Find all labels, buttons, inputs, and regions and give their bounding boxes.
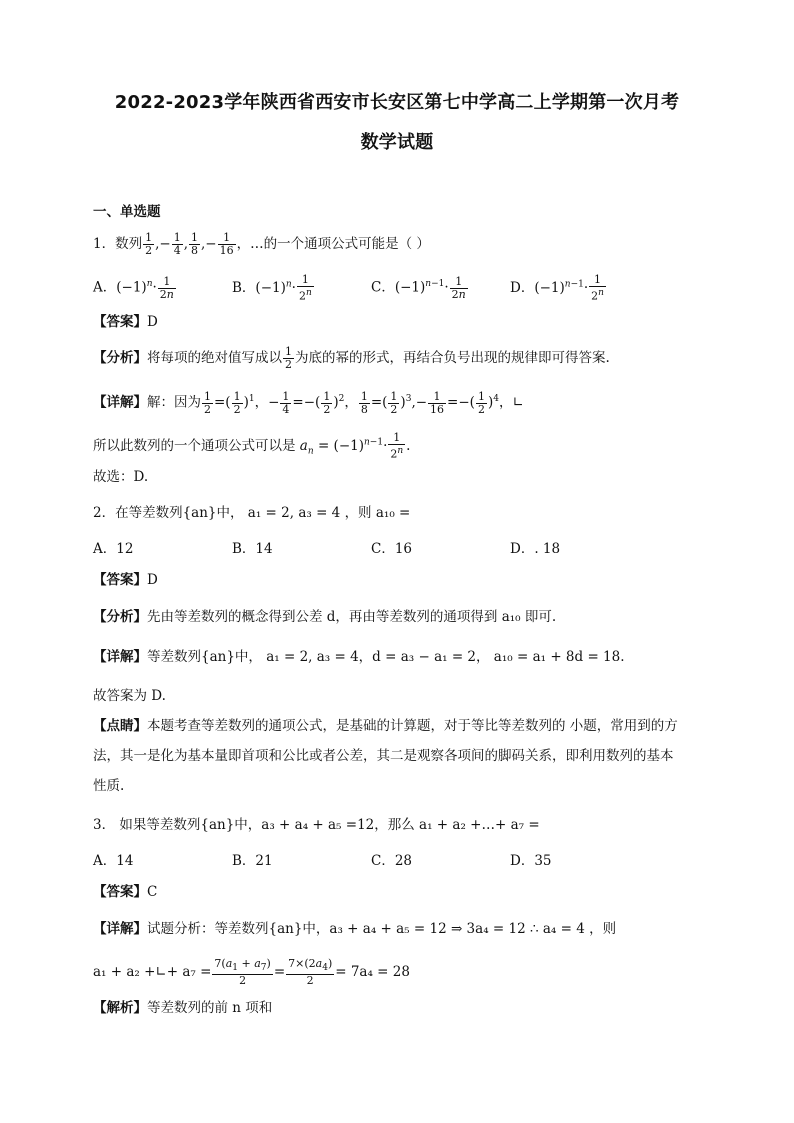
question-2-comment-line3: 性质.: [93, 778, 125, 794]
option-a: A．$(-1)^n\cdot$ $\frac{1}{2n}$: [93, 274, 174, 301]
option-c: C．$(-1)^{n-1}\cdot$ $\frac{1}{2n}$: [371, 274, 466, 301]
section-heading: 一、单选题: [93, 204, 161, 220]
question-2-answer: 【答案】D: [93, 572, 158, 588]
option-c: C．16: [371, 541, 413, 557]
question-1-stem: 1．数列 $\frac{1}{2}$ ,− $\frac{1}{4}$ , $\frac{1}{8}$ ,− $\frac{1}{16}$ ，…的一个通项公式可能是（ ）: [93, 231, 430, 257]
question-1-conclusion: 故选：D.: [93, 469, 149, 485]
question-2-stem: 2．在等差数列{an}中， a₁ = 2, a₃ = 4 ，则 a₁₀ =: [93, 505, 411, 521]
document-subtitle: 数学试题: [360, 132, 434, 153]
option-b: B．21: [232, 853, 273, 869]
question-3-answer: 【答案】C: [93, 884, 158, 900]
question-1-formula: 所以此数列的一个通项公式可以是 $a_n = (-1)^{n-1}\cdot$ $\frac{1}{2^n}$ .: [93, 431, 411, 461]
question-3-jiexi: 【解析】等差数列的前 n 项和: [93, 1000, 273, 1016]
option-d: D．. 18: [510, 541, 561, 557]
option-a: A．12: [93, 541, 134, 557]
question-3-detail: 【详解】试题分析：等差数列{an}中，a₃ + a₄ + a₅ = 12 ⇒ 3a₄ = 12 ∴ a₄ = 4 ，则: [93, 921, 617, 937]
option-b: B．$(-1)^n\cdot$ $\frac{1}{2^n}$: [232, 273, 312, 303]
question-3-detail-formula: a₁ + a₂ +∟+ a₇ = $\frac{7(a_1 + a_7)}{2}$ = $\frac{7\times(2a_4)}{2}$ = 7a₄ = 28: [93, 957, 410, 988]
option-b: B．14: [232, 541, 273, 557]
question-1-detail: 【详解】解：因为 $\frac{1}{2}$ =( $\frac{1}{2}$ )$^1$，− $\frac{1}{4}$ =−( $\frac{1}{2}$ )$^2$， $\frac{1}{8}$ =( $\frac{1}{2}$ )$^3$,− $\frac{1}{16}$ =−( $\frac{1}{2}$ )$^4$，∟: [93, 389, 524, 416]
option-a: A．14: [93, 853, 134, 869]
option-c: C．28: [371, 853, 413, 869]
question-2-analysis: 【分析】先由等差数列的概念得到公差 d，再由等差数列的通项得到 a₁₀ 即可.: [93, 609, 557, 625]
question-2-conclusion: 故答案为 D.: [93, 688, 166, 704]
document-title: 2022-2023学年陕西省西安市长安区第七中学高二上学期第一次月考: [114, 92, 680, 113]
question-1-answer: 【答案】D: [93, 314, 158, 330]
question-1-analysis: 【分析】将每项的绝对值写成以 $\frac{1}{2}$ 为底的幂的形式，再结合负号出现的规律即可得答案.: [93, 345, 610, 371]
option-d: D．35: [510, 853, 552, 869]
question-3-stem: 3． 如果等差数列{an}中，a₃ + a₄ + a₅ =12，那么 a₁ + a₂ +…+ a₇ =: [93, 817, 540, 833]
question-2-comment-line2: 法，其一是化为基本量即首项和公比或者公差，其二是观察各项间的脚码关系，即利用数列的基本: [93, 748, 674, 764]
option-d: D．$(-1)^{n-1}\cdot$ $\frac{1}{2^n}$: [510, 273, 604, 303]
question-2-detail: 【详解】等差数列{an}中， a₁ = 2, a₃ = 4，d = a₃ − a₁ = 2， a₁₀ = a₁ + 8d = 18.: [93, 649, 625, 665]
question-1-options: [93, 273, 708, 303]
question-2-comment: 【点睛】本题考查等差数列的通项公式，是基础的计算题，对于等比等差数列的 小题，常用到的方: [93, 718, 678, 734]
